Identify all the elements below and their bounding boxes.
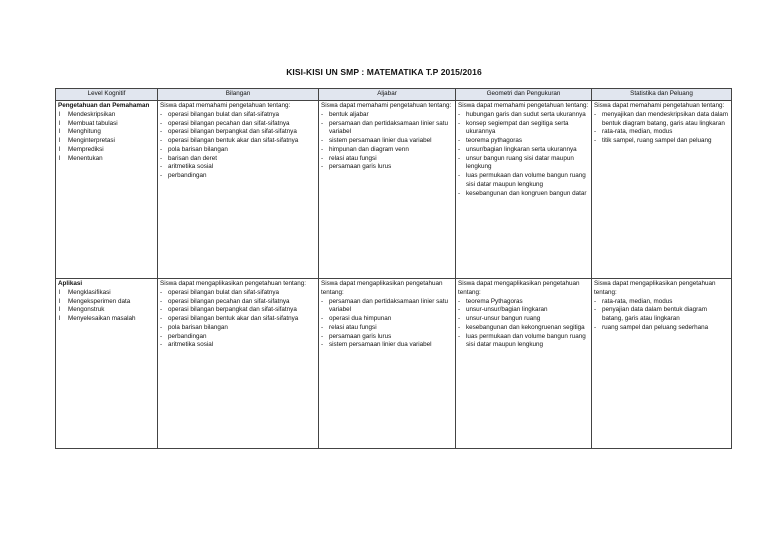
list-item-text: operasi dua himpunan	[329, 315, 392, 322]
dash-marker: -	[160, 341, 163, 349]
list-item-text: Mengklasifikasi	[68, 288, 111, 296]
dash-marker: -	[458, 332, 461, 340]
list-item	[160, 120, 316, 129]
list-item	[160, 324, 316, 333]
cell-intro-text: Siswa dapat memahami pengetahuan tentang:	[594, 102, 725, 109]
cell-intro-text: Siswa dapat memahami pengetahuan tentang:	[458, 102, 589, 109]
dash-marker: -	[160, 288, 163, 296]
bullet-marker: l	[59, 297, 61, 305]
cell-intro-text: Siswa dapat mengaplikasikan pengetahuan tentang:	[594, 280, 716, 296]
list-item	[321, 315, 453, 324]
cell-intro-text: Siswa dapat mengaplikasikan pengetahuan tentang:	[160, 280, 306, 287]
dash-marker: -	[458, 297, 461, 305]
bullet-marker: l	[59, 128, 61, 136]
list-item-text: operasi bilangan bentuk akar dan sifat-sifatnya	[168, 137, 299, 144]
bullet-marker: l	[59, 306, 61, 314]
list-item	[58, 137, 155, 146]
list-item-text: unsur bangun ruang sisi datar maupun lengkung	[466, 154, 574, 171]
list-item	[458, 146, 589, 155]
statistika-cell	[592, 101, 732, 279]
bilangan-cell	[158, 279, 319, 449]
aljabar-cell	[319, 279, 456, 449]
list-item	[321, 120, 453, 138]
dash-marker: -	[458, 154, 461, 162]
list-item	[160, 111, 316, 120]
list-item-text: persamaan dan pertidaksamaan linier satu variabel	[329, 119, 449, 136]
geometri-cell	[456, 101, 592, 279]
list-item	[321, 333, 453, 342]
list-item-text: operasi bilangan pecahan dan sifat-sifatnya	[168, 297, 290, 305]
list-item-text: rata-rata, median, modus	[602, 297, 673, 305]
dash-marker: -	[458, 189, 461, 197]
list-item-text: operasi bilangan bentuk akar dan sifat-sifatnya	[168, 315, 299, 322]
kisi-kisi-table	[55, 88, 732, 449]
document-title: KISI-KISI UN SMP : MATEMATIKA T.P 2015/2016	[286, 67, 482, 77]
list-item-text: luas permukaan dan volume bangun ruang sisi datar maupun lengkung	[466, 172, 586, 188]
list-item	[160, 172, 316, 181]
dash-marker: -	[160, 154, 163, 162]
geometri-list	[458, 111, 589, 199]
dash-marker: -	[594, 110, 597, 118]
level-title: Aplikasi	[58, 280, 83, 287]
list-item-text: operasi bilangan bulat dan sifat-sifatnya	[168, 288, 279, 296]
dash-marker: -	[458, 137, 461, 144]
list-item-text: persamaan garis lurus	[329, 163, 392, 171]
header-level-kognitif: Level Kognitif	[56, 89, 158, 101]
list-item-text: luas permukaan dan volume bangun ruang sisi datar maupun lengkung	[466, 332, 586, 349]
list-item	[58, 120, 155, 129]
list-item	[321, 146, 453, 155]
list-item	[58, 289, 155, 298]
list-item-text: aritmetika sosial	[168, 341, 214, 349]
list-item	[594, 137, 729, 146]
header-bilangan: Bilangan	[158, 89, 319, 101]
header-statistika: Statistika dan Peluang	[592, 89, 732, 101]
list-item	[160, 128, 316, 137]
list-item	[321, 324, 453, 333]
level-kognitif-cell	[56, 279, 158, 449]
aljabar-cell	[319, 101, 456, 279]
dash-marker: -	[321, 163, 324, 171]
dash-marker: -	[160, 137, 163, 144]
list-item	[58, 306, 155, 315]
list-item-text: operasi bilangan pecahan dan sifat-sifatnya	[168, 119, 290, 127]
dash-marker: -	[321, 110, 324, 118]
dash-marker: -	[458, 306, 461, 314]
dash-marker: -	[458, 323, 461, 331]
list-item	[321, 155, 453, 164]
level-kognitif-cell	[56, 101, 158, 279]
list-item-text: Memprediksi	[68, 145, 104, 153]
dash-marker: -	[321, 137, 324, 144]
bullet-marker: l	[59, 288, 61, 296]
bullet-marker: l	[59, 110, 61, 118]
bullet-marker: l	[59, 119, 61, 127]
statistika-list	[594, 111, 729, 146]
list-item-text: himpunan dan diagram venn	[329, 145, 409, 153]
dash-marker: -	[321, 297, 324, 305]
list-item	[321, 298, 453, 316]
cell-intro-text: Siswa dapat mengaplikasikan pengetahuan tentang:	[458, 280, 580, 296]
list-item	[160, 155, 316, 164]
dash-marker: -	[160, 306, 163, 314]
list-item-text: operasi bilangan berpangkat dan sifat-sifatnya	[168, 128, 297, 136]
dash-marker: -	[594, 323, 597, 331]
list-item	[160, 315, 316, 324]
list-item-text: persamaan dan pertidaksamaan linier satu variabel	[329, 297, 449, 314]
dash-marker: -	[458, 172, 461, 179]
dash-marker: -	[458, 110, 461, 118]
list-item-text: persamaan garis lurus	[329, 332, 392, 340]
list-item	[458, 155, 589, 173]
list-item	[458, 298, 589, 307]
dash-marker: -	[321, 154, 324, 162]
dash-marker: -	[160, 315, 163, 322]
list-item-text: hubungan garis dan sudut serta ukurannya	[466, 110, 586, 118]
dash-marker: -	[321, 315, 324, 322]
list-item	[458, 120, 589, 138]
level-items-list	[58, 111, 155, 164]
list-item	[458, 111, 589, 120]
list-item-text: sistem persamaan linier dua variabel	[329, 341, 432, 349]
list-item	[458, 315, 589, 324]
list-item-text: unsur-unsur bangun ruang	[466, 315, 541, 322]
list-item-text: Mengeksperimen data	[68, 297, 131, 305]
dash-marker: -	[594, 137, 597, 144]
list-item-text: Mengonstruk	[68, 306, 105, 314]
table-header-row	[56, 89, 732, 101]
list-item-text: Membuat tabulasi	[68, 119, 118, 127]
list-item	[321, 163, 453, 172]
cell-intro-text: Siswa dapat memahami pengetahuan tentang:	[321, 102, 452, 109]
cell-intro-text: Siswa dapat mengaplikasikan pengetahuan tentang:	[321, 280, 443, 296]
list-item	[160, 306, 316, 315]
bullet-marker: l	[59, 137, 61, 144]
list-item-text: pola barisan bilangan	[168, 323, 228, 331]
dash-marker: -	[594, 128, 597, 136]
dash-marker: -	[321, 119, 324, 127]
dash-marker: -	[160, 172, 163, 179]
aljabar-list	[321, 298, 453, 351]
bullet-marker: l	[59, 154, 61, 162]
bilangan-list	[160, 111, 316, 181]
dash-marker: -	[160, 332, 163, 340]
geometri-cell	[456, 279, 592, 449]
list-item-text: teorema pythagoras	[466, 137, 523, 144]
dash-marker: -	[160, 297, 163, 305]
list-item	[160, 298, 316, 307]
level-items-list	[58, 289, 155, 324]
bullet-marker: l	[59, 145, 61, 153]
dash-marker: -	[160, 110, 163, 118]
bullet-marker: l	[59, 315, 61, 322]
list-item-text: Menghitung	[68, 128, 101, 136]
list-item	[58, 128, 155, 137]
list-item	[160, 333, 316, 342]
bilangan-cell	[158, 101, 319, 279]
list-item	[458, 333, 589, 351]
list-item	[160, 341, 316, 350]
list-item-text: konsep segiempat dan segitiga serta ukurannya	[466, 119, 569, 136]
list-item	[58, 146, 155, 155]
header-aljabar: Aljabar	[319, 89, 456, 101]
list-item-text: relasi atau fungsi	[329, 154, 377, 162]
list-item	[321, 111, 453, 120]
list-item	[594, 111, 729, 129]
list-item-text: Mendeskripsikan	[68, 110, 116, 118]
dash-marker: -	[321, 145, 324, 153]
list-item	[594, 298, 729, 307]
dash-marker: -	[160, 163, 163, 171]
statistika-cell	[592, 279, 732, 449]
dash-marker: -	[160, 145, 163, 153]
aljabar-list	[321, 111, 453, 172]
list-item	[458, 324, 589, 333]
table-row	[56, 101, 732, 279]
list-item-text: Menentukan	[68, 154, 103, 162]
list-item-text: unsur/bagian lingkaran serta ukurannya	[466, 145, 577, 153]
dash-marker: -	[321, 332, 324, 340]
dash-marker: -	[321, 323, 324, 331]
list-item	[160, 146, 316, 155]
dash-marker: -	[160, 128, 163, 136]
dash-marker: -	[458, 315, 461, 322]
dash-marker: -	[458, 145, 461, 153]
list-item-text: kesebangunan dan kongruen bangun datar	[466, 189, 587, 197]
list-item-text: Menyelesaikan masalah	[68, 315, 136, 322]
list-item-text: operasi bilangan bulat dan sifat-sifatnya	[168, 110, 279, 118]
list-item-text: perbandingan	[168, 332, 207, 340]
list-item-text: teorema Pythagoras	[466, 297, 523, 305]
header-geometri: Geometri dan Pengukuran	[456, 89, 592, 101]
dash-marker: -	[458, 119, 461, 127]
dash-marker: -	[594, 306, 597, 314]
list-item-text: bentuk aljabar	[329, 110, 369, 118]
level-title: Pengetahuan dan Pemahaman	[58, 102, 150, 109]
list-item-text: unsur-unsur/bagian lingkaran	[466, 306, 548, 314]
cell-intro-text: Siswa dapat memahami pengetahuan tentang:	[160, 102, 291, 109]
dash-marker: -	[160, 323, 163, 331]
bilangan-list	[160, 289, 316, 350]
list-item	[594, 324, 729, 333]
dash-marker: -	[321, 341, 324, 349]
list-item	[458, 172, 589, 190]
list-item-text: titik sampel, ruang sampel dan peluang	[602, 137, 712, 144]
list-item	[58, 111, 155, 120]
list-item-text: menyajikan dan mendeskripsikan data dalam bentuk diagram batang, garis atau lingkaran	[602, 110, 729, 127]
list-item	[321, 137, 453, 146]
list-item-text: relasi atau fungsi	[329, 323, 377, 331]
list-item-text: barisan dan deret	[168, 154, 218, 162]
dash-marker: -	[160, 119, 163, 127]
list-item	[58, 315, 155, 324]
list-item	[160, 163, 316, 172]
list-item-text: perbandingan	[168, 172, 207, 179]
table-row	[56, 279, 732, 449]
list-item	[594, 128, 729, 137]
list-item	[58, 155, 155, 164]
geometri-list	[458, 298, 589, 351]
list-item-text: rata-rata, median, modus	[602, 128, 673, 136]
dash-marker: -	[594, 297, 597, 305]
list-item	[321, 341, 453, 350]
list-item-text: kesebangunan dan kekongruenan segitiga	[466, 323, 585, 331]
list-item-text: ruang sampel dan peluang sederhana	[602, 323, 709, 331]
list-item	[160, 289, 316, 298]
list-item-text: pola barisan bilangan	[168, 145, 228, 153]
list-item	[458, 137, 589, 146]
list-item	[160, 137, 316, 146]
list-item-text: operasi bilangan berpangkat dan sifat-sifatnya	[168, 306, 297, 314]
list-item	[594, 306, 729, 324]
list-item	[458, 306, 589, 315]
statistika-list	[594, 298, 729, 333]
list-item-text: sistem persamaan linier dua variabel	[329, 137, 432, 144]
list-item-text: aritmetika sosial	[168, 163, 214, 171]
list-item	[58, 298, 155, 307]
list-item	[458, 190, 589, 199]
list-item-text: penyajian data dalam bentuk diagram batang, garis atau lingkaran	[602, 306, 708, 322]
list-item-text: Menginterpretasi	[68, 137, 115, 144]
